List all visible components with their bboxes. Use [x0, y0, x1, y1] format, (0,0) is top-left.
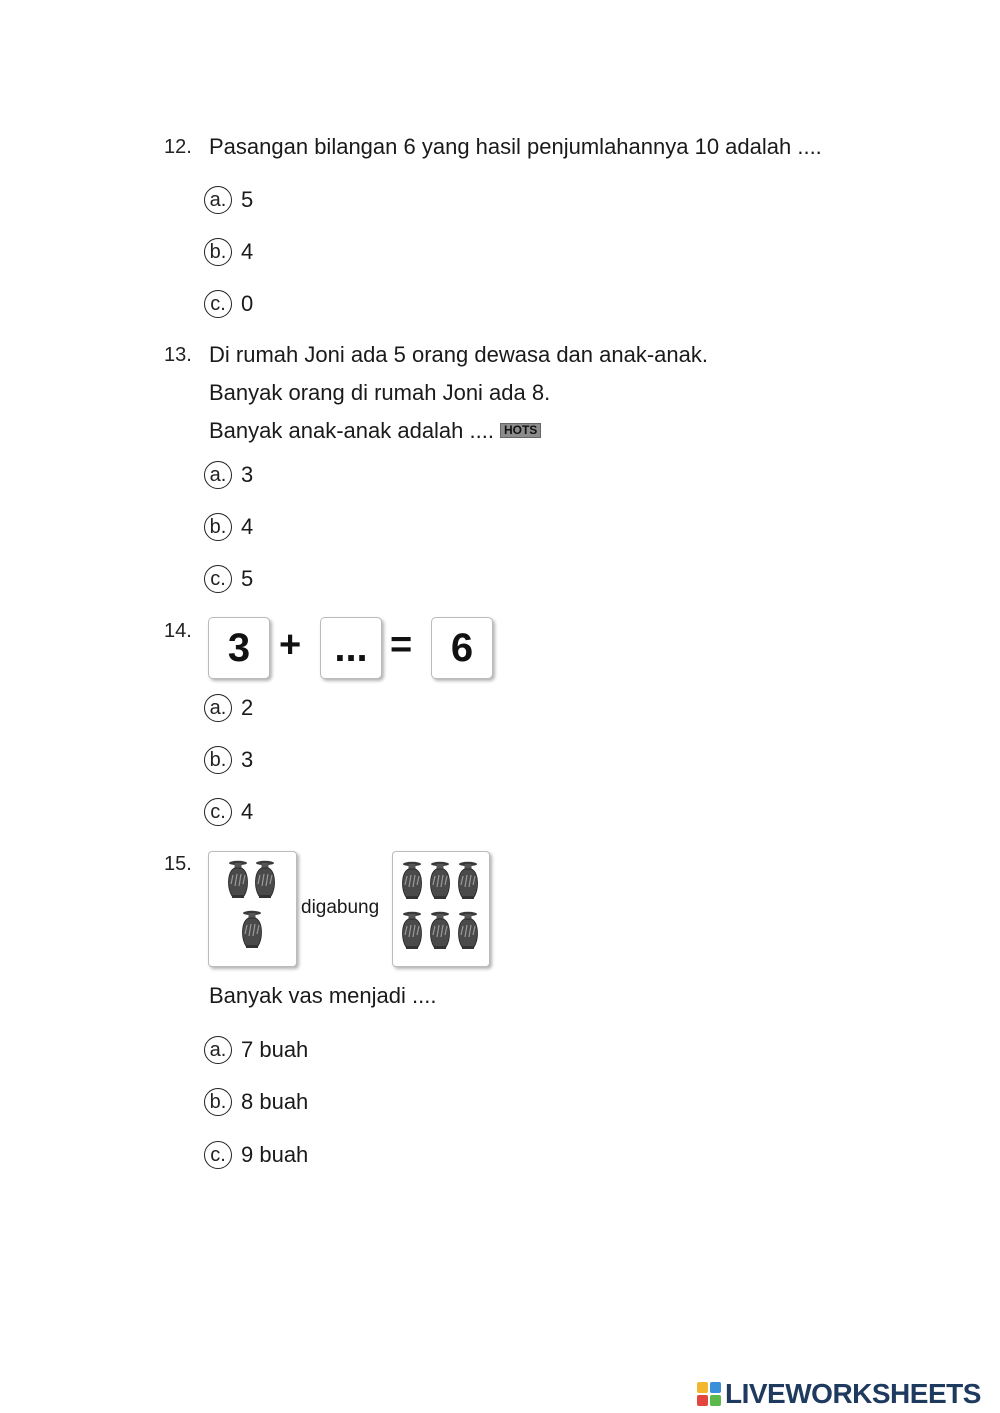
equation-result-box: 6	[431, 617, 493, 679]
question-15-option-b[interactable]	[204, 1087, 308, 1117]
equation-plus-sign: +	[279, 624, 302, 666]
equation-first-number-box: 3	[208, 617, 270, 679]
option-letter-circle[interactable]: b.	[204, 238, 232, 266]
logo-square-2	[710, 1382, 721, 1393]
question-14-option-c[interactable]	[204, 797, 253, 827]
option-letter-circle[interactable]: b.	[204, 746, 232, 774]
question-15-option-c[interactable]	[204, 1140, 308, 1170]
vase-icon	[403, 912, 422, 949]
question-13-number: 13.	[164, 344, 192, 366]
vase-icon	[431, 912, 450, 949]
question-12-option-c[interactable]	[204, 289, 253, 319]
option-text: 3	[241, 747, 254, 772]
question-13-line-1: Di rumah Joni ada 5 orang dewasa dan anak-anak.	[209, 342, 708, 367]
question-13-option-c[interactable]	[204, 564, 253, 594]
option-text: 3	[241, 462, 254, 487]
option-letter-circle[interactable]: a.	[204, 186, 232, 214]
option-letter-circle[interactable]: b.	[204, 1088, 232, 1116]
option-letter-circle[interactable]: a.	[204, 461, 232, 489]
option-letter-circle[interactable]: a.	[204, 694, 232, 722]
question-12-option-a[interactable]	[204, 185, 253, 215]
vases-group-right	[392, 851, 490, 967]
logo-square-4	[710, 1395, 721, 1406]
question-13-line-2: Banyak orang di rumah Joni ada 8.	[209, 380, 551, 405]
question-13-option-b[interactable]	[204, 512, 253, 542]
question-15-text: Banyak vas menjadi ....	[209, 983, 437, 1008]
option-text: 0	[241, 291, 254, 316]
equation-blank-box: ...	[320, 617, 382, 679]
hots-badge: HOTS	[500, 423, 541, 438]
option-letter-circle[interactable]: b.	[204, 513, 232, 541]
question-13-option-a[interactable]	[204, 460, 253, 490]
liveworksheets-logo-icon	[697, 1382, 721, 1406]
option-letter-circle[interactable]: c.	[204, 290, 232, 318]
vases-group-left	[208, 851, 297, 967]
logo-square-3	[697, 1395, 708, 1406]
option-letter-circle[interactable]: c.	[204, 1141, 232, 1169]
question-14-option-a[interactable]	[204, 693, 253, 723]
question-14-option-b[interactable]	[204, 745, 253, 775]
option-text: 4	[241, 514, 254, 539]
question-13-line-3-text: Banyak anak-anak adalah ....	[209, 418, 494, 443]
option-letter-circle[interactable]: c.	[204, 798, 232, 826]
option-letter-circle[interactable]: a.	[204, 1036, 232, 1064]
combine-label: digabung	[301, 897, 380, 918]
option-text: 9 buah	[241, 1142, 309, 1167]
option-text: 5	[241, 566, 254, 591]
option-letter-circle[interactable]: c.	[204, 565, 232, 593]
question-12-number: 12.	[164, 136, 192, 158]
equation-equals-sign: =	[390, 624, 413, 666]
vase-icon	[459, 862, 478, 899]
option-text: 7 buah	[241, 1037, 309, 1062]
vase-icon	[229, 861, 248, 898]
option-text: 2	[241, 695, 254, 720]
vase-icon	[403, 862, 422, 899]
brand-name: LIVEWORKSHEETS	[725, 1378, 981, 1409]
vase-icon	[256, 861, 275, 898]
liveworksheets-brand[interactable]	[697, 1378, 981, 1410]
option-text: 4	[241, 799, 254, 824]
vase-icon	[431, 862, 450, 899]
question-15-option-a[interactable]	[204, 1035, 308, 1065]
vase-icon	[243, 911, 262, 948]
question-14-number: 14.	[164, 620, 192, 642]
question-13-line-3	[209, 418, 541, 444]
question-15-number: 15.	[164, 853, 192, 875]
question-12-option-b[interactable]	[204, 237, 253, 267]
vase-icon	[459, 912, 478, 949]
option-text: 4	[241, 239, 254, 264]
logo-square-1	[697, 1382, 708, 1393]
option-text: 8 buah	[241, 1089, 309, 1114]
question-12-text: Pasangan bilangan 6 yang hasil penjumlahannya 10 adalah ....	[209, 134, 822, 159]
option-text: 5	[241, 187, 254, 212]
